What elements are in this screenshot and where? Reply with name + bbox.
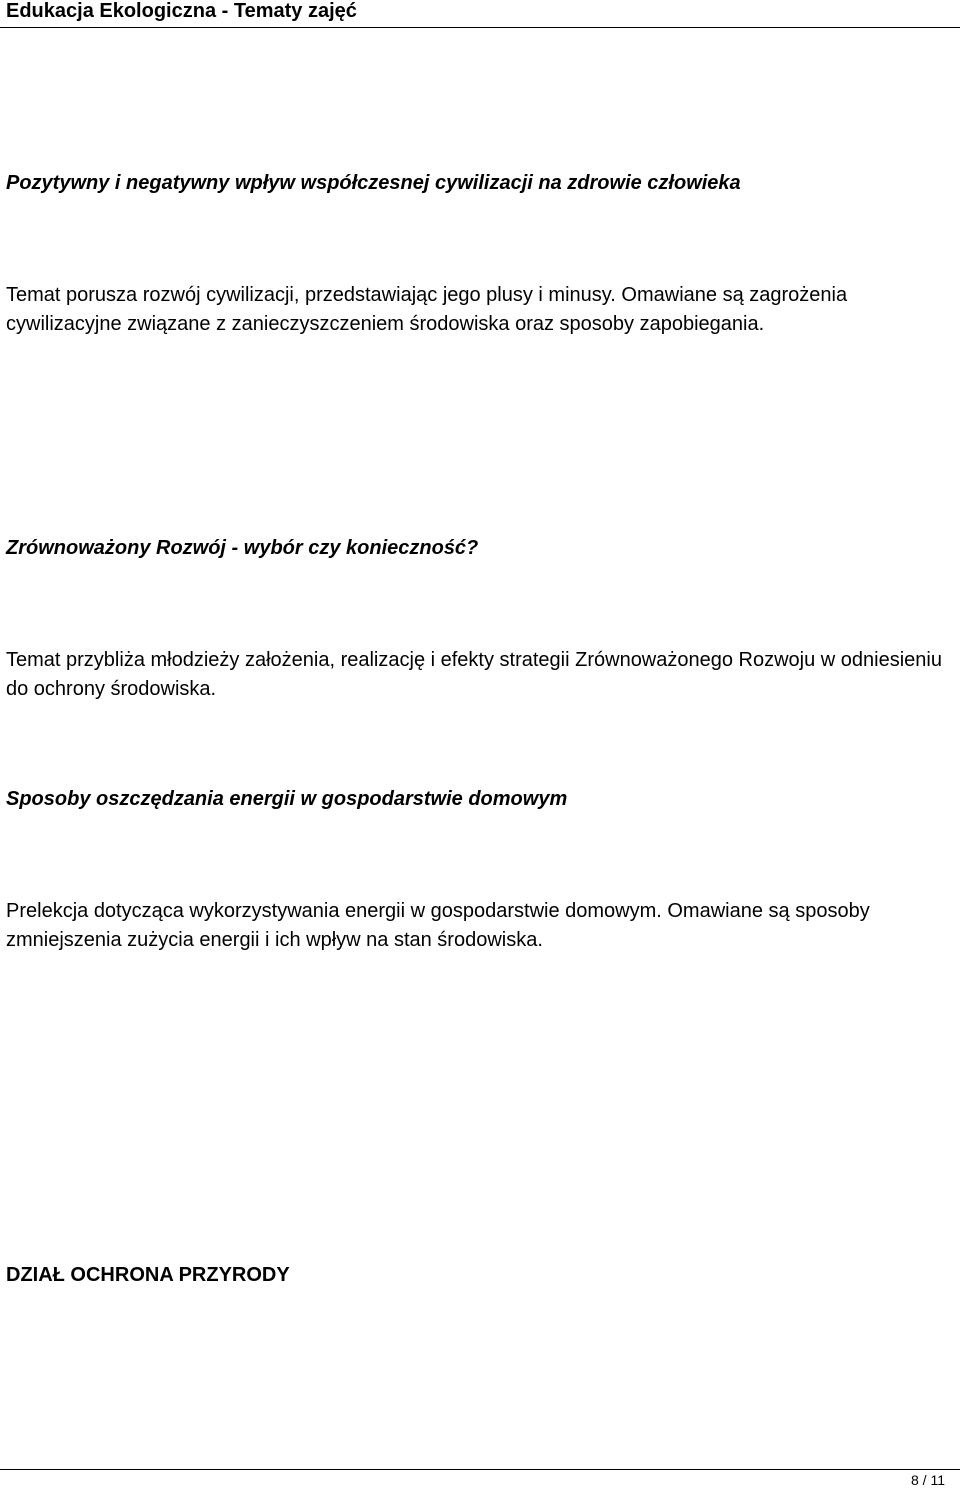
- category-heading: DZIAŁ OCHRONA PRZYRODY: [6, 1264, 290, 1286]
- document-header-title: Edukacja Ekologiczna - Tematy zajęć: [6, 0, 357, 22]
- footer-divider: [0, 1469, 960, 1470]
- section-heading: Zrównoważony Rozwój - wybór czy konieczność?: [6, 537, 479, 559]
- page-number: 8 / 11: [911, 1472, 945, 1488]
- section-description: Temat porusza rozwój cywilizacji, przedstawiając jego plusy i minusy. Omawiane są zagrożenia cywilizacyjne związane z zanieczyszczeniem środowiska oraz sposoby zapobiegania.: [6, 284, 848, 335]
- section-heading: Sposoby oszczędzania energii w gospodarstwie domowym: [6, 788, 568, 810]
- section-description: Prelekcja dotycząca wykorzystywania energii w gospodarstwie domowym. Omawiane są sposoby zmniejszenia zużycia energii i ich wpływ na stan środowiska.: [6, 900, 870, 951]
- section-heading: Pozytywny i negatywny wpływ współczesnej cywilizacji na zdrowie człowieka: [6, 172, 741, 194]
- section-description: Temat przybliża młodzieży założenia, realizację i efekty strategii Zrównoważonego Rozwoju w odniesieniu do ochrony środowiska.: [6, 649, 942, 700]
- header-divider: [0, 27, 960, 28]
